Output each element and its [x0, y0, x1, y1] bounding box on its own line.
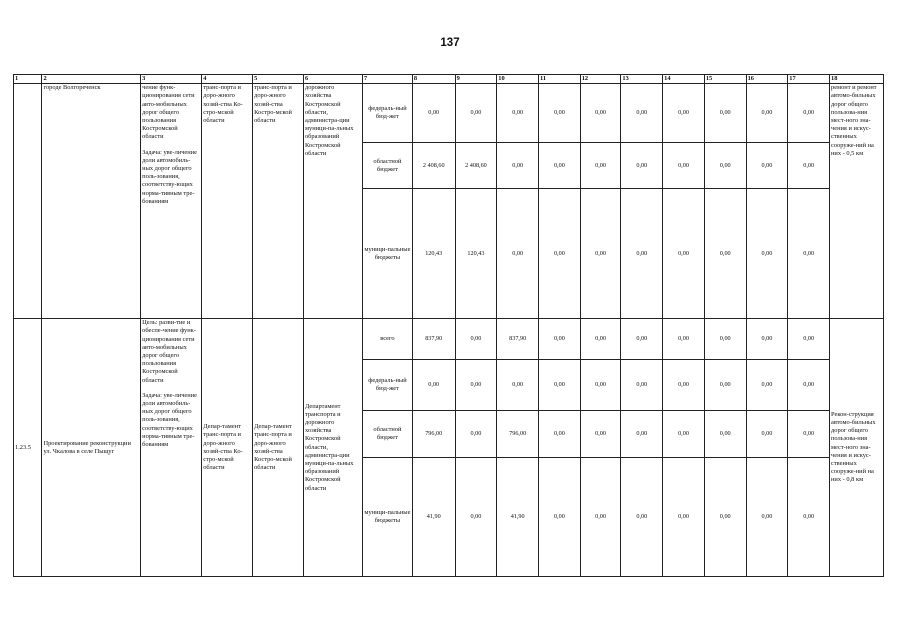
value-cell: 0,00 — [746, 458, 788, 577]
value-cell: 0,00 — [788, 458, 830, 577]
column-number: 6 — [303, 75, 362, 84]
participants-cell: дорожного хозяйства Костромской области, администра-ции муници-па-льных образований Костромской области — [303, 84, 362, 319]
value-cell: 837,90 — [412, 319, 455, 360]
column-number: 13 — [621, 75, 663, 84]
value-cell: 0,00 — [539, 189, 581, 319]
value-cell: 0,00 — [621, 319, 663, 360]
value-cell: 0,00 — [704, 84, 746, 143]
column-number: 17 — [788, 75, 830, 84]
result-cell: ремонт и ремонт автомо-бильных дорог общего пользова-ния мест-ного зна-чения и искус-ственных сооруже-ний на них - 0,5 км — [830, 84, 884, 319]
value-cell: 796,00 — [412, 411, 455, 458]
value-cell: 0,00 — [621, 189, 663, 319]
goal-text: чение функ-ционирования сети авто-мобильных дорог общего пользования Костромской области — [142, 84, 195, 141]
value-cell: 2 408,60 — [412, 143, 455, 189]
column-number: 9 — [455, 75, 497, 84]
value-cell: 0,00 — [539, 411, 581, 458]
column-number: 16 — [746, 75, 788, 84]
funding-source-label: областной бюджет — [362, 411, 412, 458]
result-cell: Рекон-струкция автомо-бильных дорог общего пользова-ния мест-ного зна-чения и искус-ственных сооруже-ний на них - 0,8 км — [830, 319, 884, 577]
value-cell: 0,00 — [580, 189, 621, 319]
value-cell: 837,90 — [497, 319, 539, 360]
value-cell: 0,00 — [704, 360, 746, 411]
goal-task-cell — [141, 84, 202, 319]
value-cell: 0,00 — [621, 360, 663, 411]
executor-cell: Депар-тамент транс-порта и доро-жного хозяй-ства Ко-стро-мской области — [202, 319, 253, 577]
value-cell: 0,00 — [539, 319, 581, 360]
value-cell: 0,00 — [704, 319, 746, 360]
value-cell: 0,00 — [746, 84, 788, 143]
value-cell: 0,00 — [663, 411, 705, 458]
column-number: 1 — [14, 75, 42, 84]
value-cell: 0,00 — [539, 143, 581, 189]
value-cell: 0,00 — [746, 411, 788, 458]
value-cell: 0,00 — [746, 143, 788, 189]
value-cell: 0,00 — [663, 319, 705, 360]
value-cell: 0,00 — [539, 84, 581, 143]
value-cell: 0,00 — [580, 411, 621, 458]
value-cell: 0,00 — [788, 143, 830, 189]
value-cell: 0,00 — [539, 360, 581, 411]
value-cell: 0,00 — [412, 360, 455, 411]
item-number-cell: 1.23.5 — [14, 319, 42, 577]
value-cell: 2 408,60 — [455, 143, 497, 189]
value-cell: 0,00 — [412, 84, 455, 143]
value-cell: 0,00 — [746, 189, 788, 319]
funding-source-label: всего — [362, 319, 412, 360]
value-cell: 120,43 — [455, 189, 497, 319]
value-cell: 0,00 — [663, 143, 705, 189]
value-cell: 41,90 — [412, 458, 455, 577]
value-cell: 0,00 — [663, 360, 705, 411]
funding-source-label: федераль-ный бюд-жет — [362, 360, 412, 411]
program-table — [13, 74, 884, 577]
coexecutor-cell: транс-порта и доро-жного хозяй-ства Костро-мской области — [253, 84, 304, 319]
value-cell: 120,43 — [412, 189, 455, 319]
value-cell: 0,00 — [788, 319, 830, 360]
value-cell: 0,00 — [621, 411, 663, 458]
event-name-cell: Проектирование реконструкции ул. Чкалова в селе Пыщуг — [42, 319, 141, 577]
column-number: 12 — [580, 75, 621, 84]
value-cell: 796,00 — [497, 411, 539, 458]
value-cell: 0,00 — [621, 458, 663, 577]
value-cell: 0,00 — [704, 411, 746, 458]
value-cell: 0,00 — [621, 143, 663, 189]
column-number: 11 — [539, 75, 581, 84]
funding-source-label: областной бюджет — [362, 143, 412, 189]
value-cell: 0,00 — [580, 84, 621, 143]
coexecutor-cell: Депар-тамент транс-порта и доро-жного хозяй-ства Костро-мской области — [253, 319, 304, 577]
value-cell: 0,00 — [788, 360, 830, 411]
value-cell: 0,00 — [580, 360, 621, 411]
value-cell: 0,00 — [455, 411, 497, 458]
column-number: 8 — [412, 75, 455, 84]
value-cell: 0,00 — [663, 189, 705, 319]
event-name-cell: городе Волгореченск — [42, 84, 141, 319]
column-number: 4 — [202, 75, 253, 84]
value-cell: 0,00 — [497, 143, 539, 189]
value-cell: 0,00 — [663, 84, 705, 143]
value-cell: 0,00 — [455, 319, 497, 360]
value-cell: 41,90 — [497, 458, 539, 577]
value-cell: 0,00 — [621, 84, 663, 143]
column-number: 10 — [497, 75, 539, 84]
value-cell: 0,00 — [746, 319, 788, 360]
value-cell: 0,00 — [704, 458, 746, 577]
participants-cell: Департамент транспорта и дорожного хозяйства Костромской области, администра-ции муници-па-льных образований Костромской области — [303, 319, 362, 577]
column-number: 15 — [704, 75, 746, 84]
value-cell: 0,00 — [497, 84, 539, 143]
value-cell: 0,00 — [580, 458, 621, 577]
page-number: 137 — [440, 37, 460, 49]
table-row — [14, 84, 884, 143]
funding-source-label: федераль-ный бюд-жет — [362, 84, 412, 143]
value-cell: 0,00 — [455, 84, 497, 143]
value-cell: 0,00 — [788, 84, 830, 143]
column-number: 7 — [362, 75, 412, 84]
value-cell: 0,00 — [746, 360, 788, 411]
value-cell: 0,00 — [580, 319, 621, 360]
column-number: 14 — [663, 75, 705, 84]
funding-source-label: муници-пальные бюджеты — [362, 189, 412, 319]
value-cell: 0,00 — [455, 360, 497, 411]
value-cell: 0,00 — [455, 458, 497, 577]
value-cell: 0,00 — [539, 458, 581, 577]
task-text: Задача: уве-личение доли автомобиль-ных дорог общего поль-зования, соответству-ющих норма-тивным тре-бованиям — [142, 148, 197, 205]
value-cell: 0,00 — [497, 189, 539, 319]
task-text: Задача: уве-личение доли автомобиль-ных дорог общего поль-зования, соответству-ющих норма-тивным тре-бованиям — [142, 391, 197, 449]
table-row — [14, 319, 884, 360]
item-number-cell — [14, 84, 42, 319]
column-number: 2 — [42, 75, 141, 84]
executor-cell: транс-порта и доро-жного хозяй-ства Ко-стро-мской области — [202, 84, 253, 319]
goal-text: Цель: разви-тие и обеспе-чение функ-ционирования сети авто-мобильных дорог общего пользования Костромской области — [142, 319, 196, 384]
value-cell: 0,00 — [704, 143, 746, 189]
value-cell: 0,00 — [704, 189, 746, 319]
column-number: 18 — [830, 75, 884, 84]
value-cell: 0,00 — [788, 411, 830, 458]
column-number: 3 — [141, 75, 202, 84]
value-cell: 0,00 — [580, 143, 621, 189]
column-number: 5 — [253, 75, 304, 84]
value-cell: 0,00 — [497, 360, 539, 411]
funding-source-label: муници-пальные бюджеты — [362, 458, 412, 577]
column-number-row — [14, 75, 884, 84]
value-cell: 0,00 — [663, 458, 705, 577]
goal-task-cell — [141, 319, 202, 577]
value-cell: 0,00 — [788, 189, 830, 319]
